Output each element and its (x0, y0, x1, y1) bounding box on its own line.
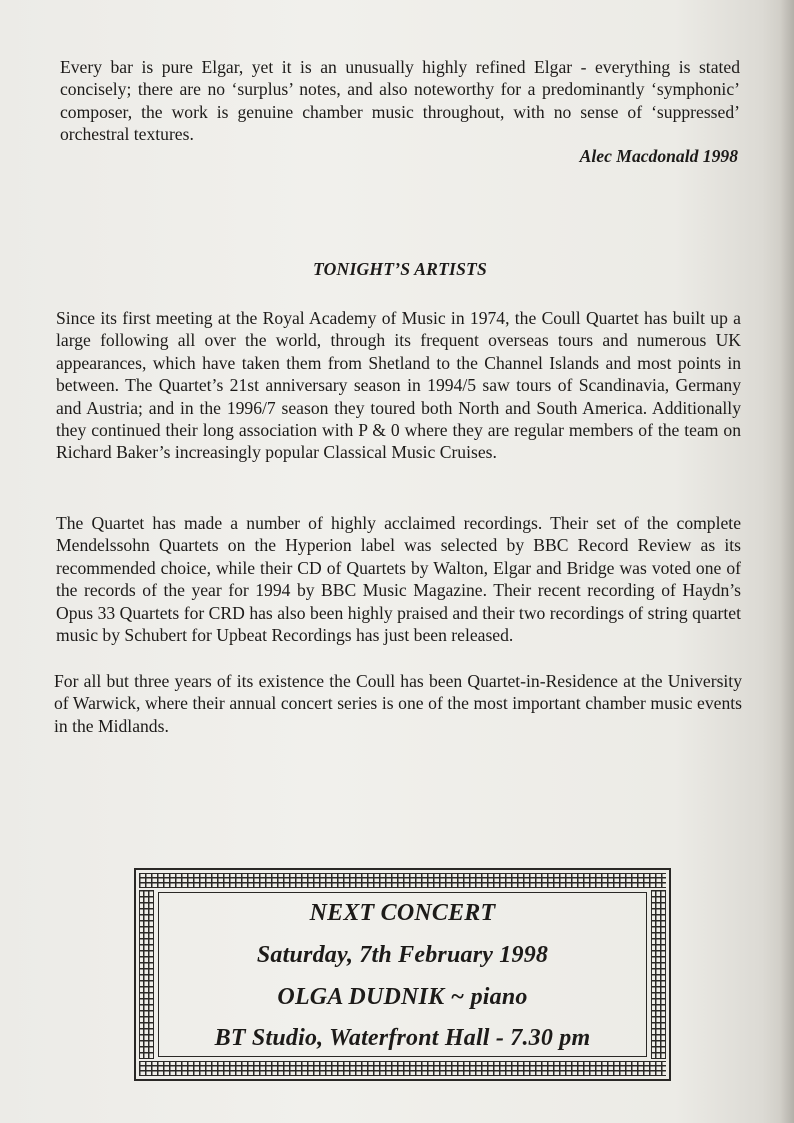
greek-key-border-bottom (139, 1061, 666, 1076)
greek-key-border-right (651, 890, 666, 1059)
artists-paragraph-3: For all but three years of its existence the Coull has been Quartet-in-Residence at the University of Warwick, where their annual concert series is one of the most important chamber music events in the Midlands. (54, 671, 742, 736)
artists-paragraph-2: The Quartet has made a number of highly acclaimed recordings. Their set of the complete Mendelssohn Quartets on the Hyperion label was selected by BBC Record Review as its recommended choice, while their CD of Quartets by Walton, Elgar and Bridge was voted one of the records of the year for 1994 by BBC Music Magazine. Their recent recording of Haydn’s Opus 33 Quartets for CRD has also been highly praised and their two recordings of string quartet music by Schubert for Upbeat Recordings has just been released. (56, 513, 741, 646)
review-signature: Alec Macdonald 1998 (579, 146, 738, 166)
page-edge-shadow (780, 0, 794, 1123)
next-concert-panel (158, 892, 647, 1057)
review-paragraph: Every bar is pure Elgar, yet it is an unusually highly refined Elgar - everything is stated concisely; there are no ‘surplus’ notes, and also noteworthy for a predominantly ‘symphonic’ composer, the work is genuine chamber music throughout, with no sense of ‘suppressed’ orchestral textures. (60, 57, 740, 145)
next-concert-performer: OLGA DUDNIK ~ piano (277, 984, 528, 1010)
section-heading-artists: TONIGHT’S ARTISTS (313, 259, 487, 279)
next-concert-title: NEXT CONCERT (309, 900, 496, 926)
artists-paragraph-1: Since its first meeting at the Royal Academy of Music in 1974, the Coull Quartet has built up a large following all over the world, through its frequent overseas tours and numerous UK appearances, which have taken them from Shetland to the Channel Islands and most points in between. The Quartet’s 21st anniversary season in 1994/5 saw tours of Scandinavia, Germany and Austria; and in the 1996/7 season they toured both North and South America. Additionally they continued their long association with P & 0 where they are regular members of the team on Richard Baker’s increasingly popular Classical Music Cruises. (56, 308, 741, 463)
next-concert-venue: BT Studio, Waterfront Hall - 7.30 pm (214, 1025, 591, 1051)
greek-key-border-top (139, 873, 666, 888)
next-concert-date: Saturday, 7th February 1998 (256, 942, 549, 968)
greek-key-border-left (139, 890, 154, 1059)
next-concert-box (134, 868, 671, 1081)
